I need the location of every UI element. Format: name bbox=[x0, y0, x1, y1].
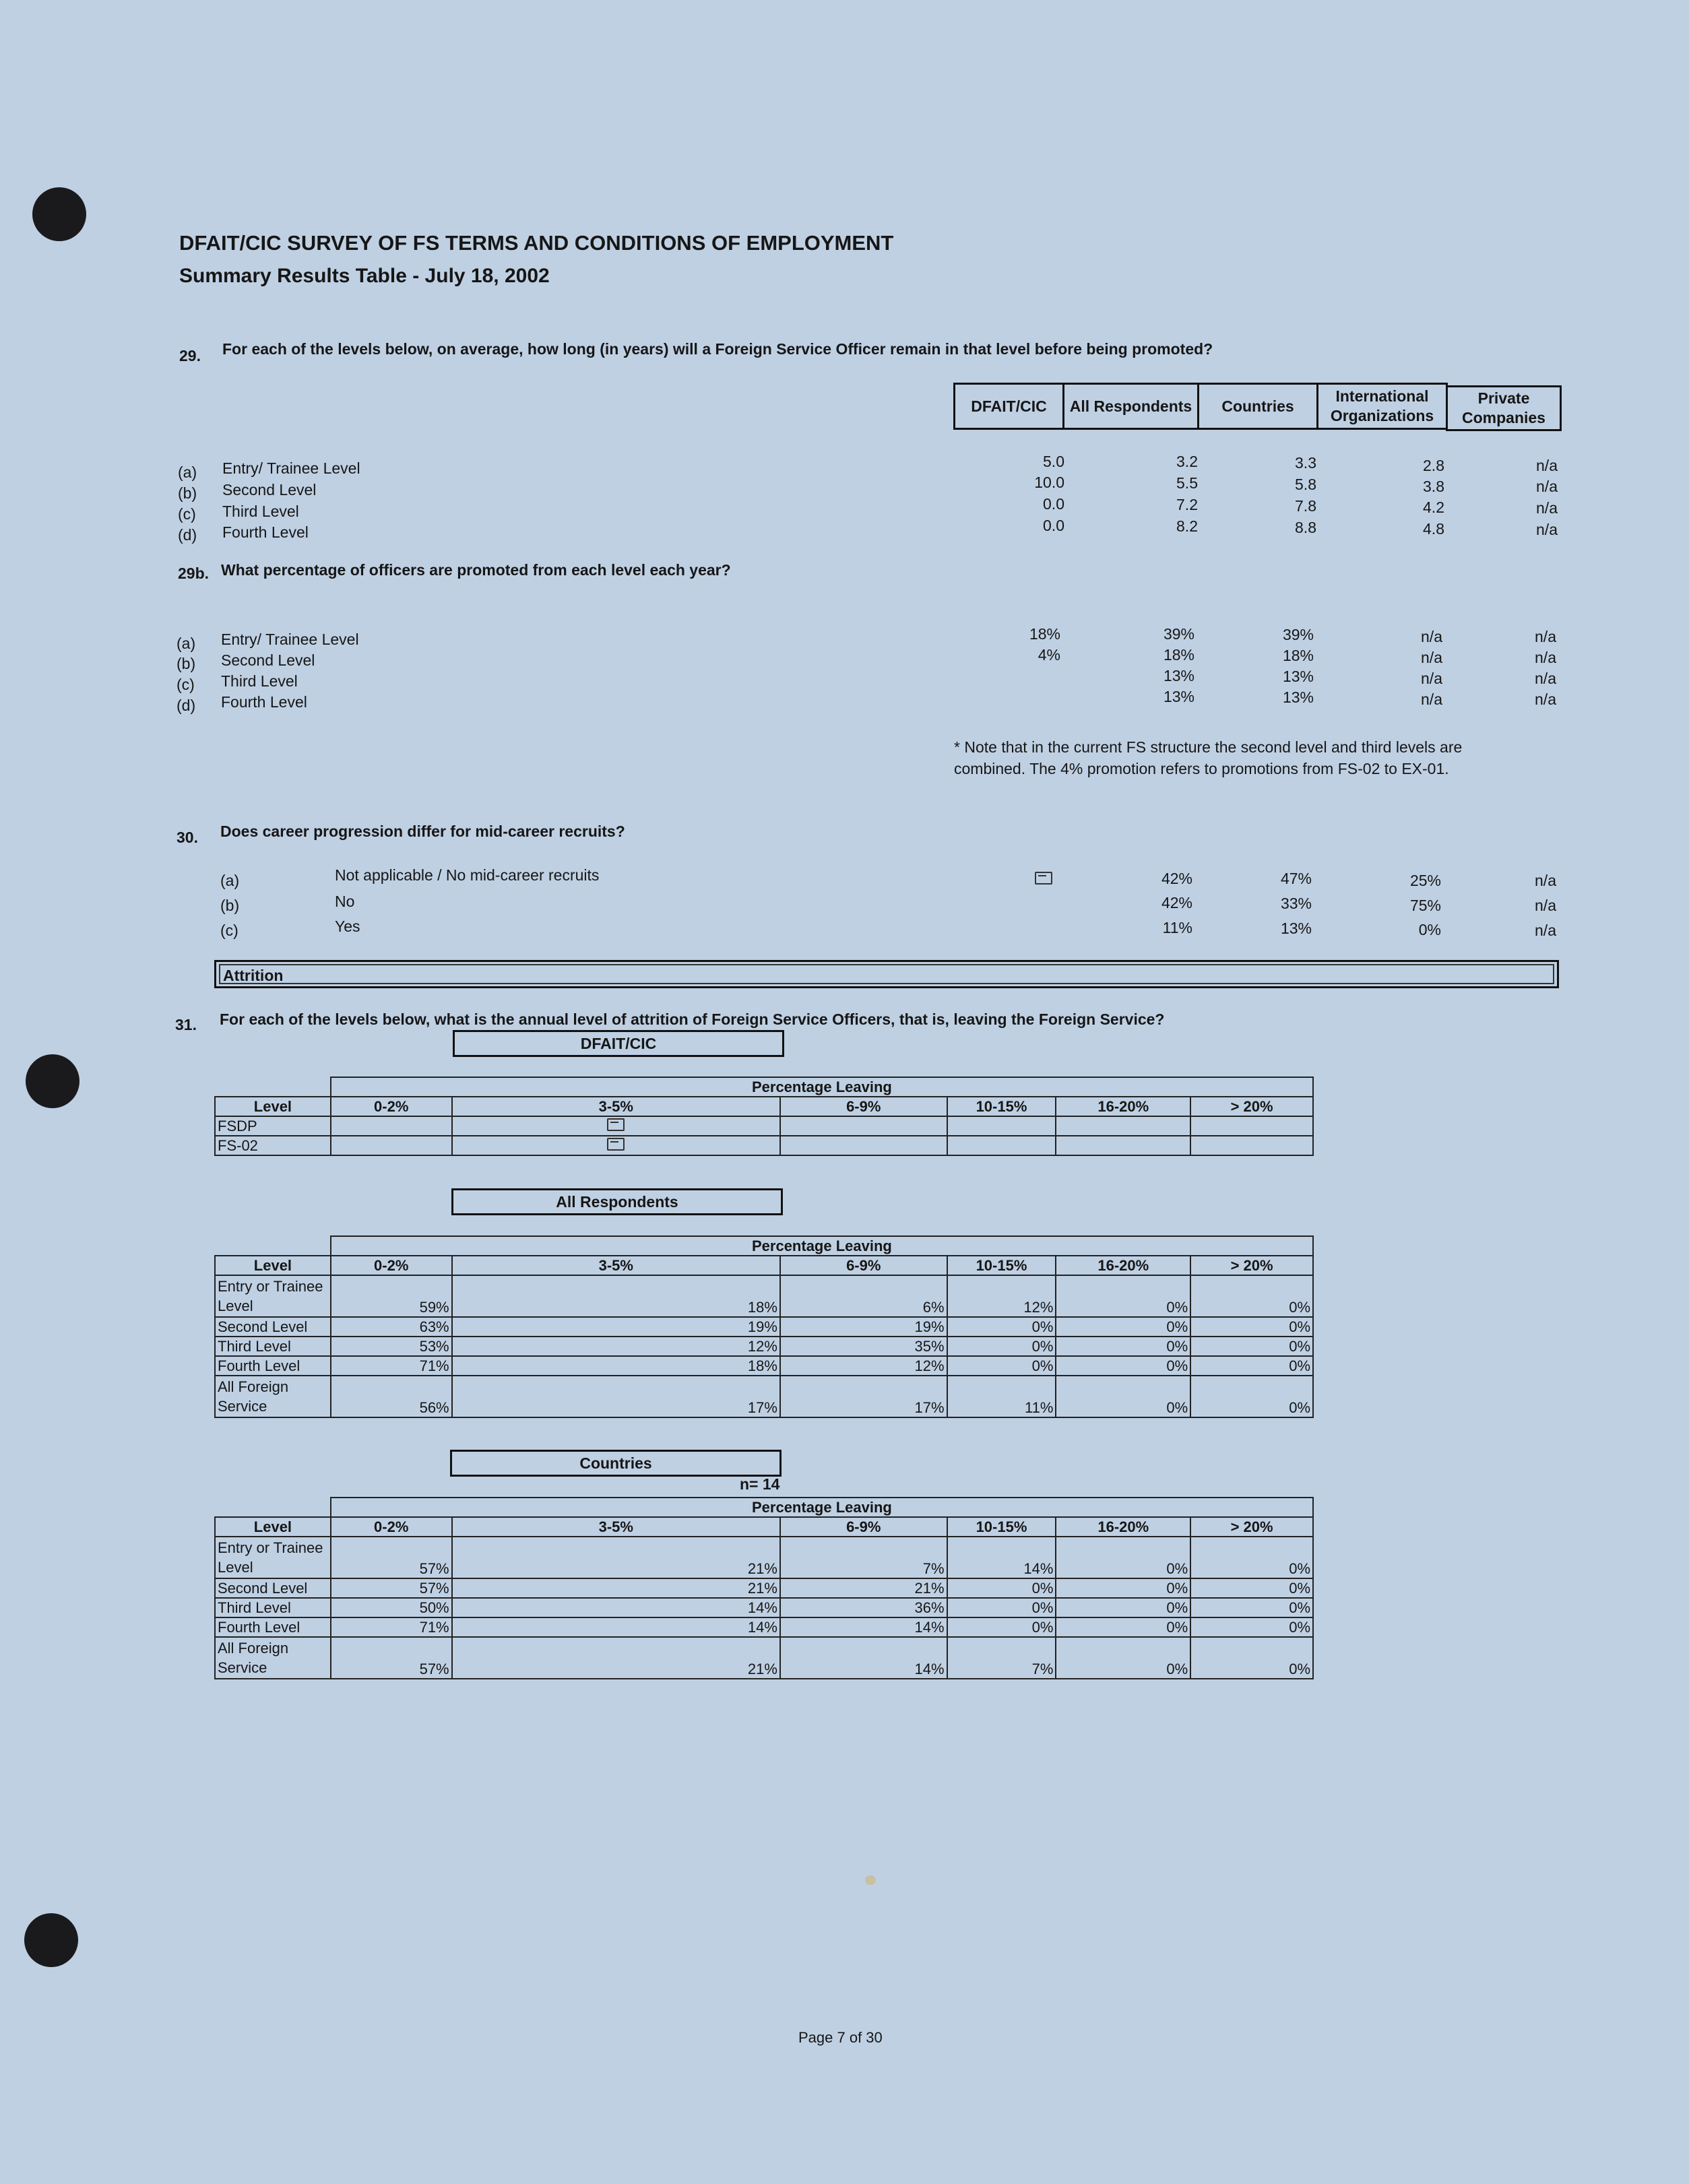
percentage-leaving-header: Percentage Leaving bbox=[331, 1077, 1313, 1097]
value-cell: 21% bbox=[780, 1578, 947, 1598]
level-cell: FS-02 bbox=[215, 1136, 331, 1155]
value-cell: 63% bbox=[331, 1317, 452, 1337]
value-cell: 0% bbox=[1190, 1578, 1313, 1598]
value-private: n/a bbox=[1536, 457, 1558, 474]
value-cell: 18% bbox=[452, 1356, 780, 1376]
value-cell: 57% bbox=[331, 1637, 452, 1679]
value-countries: 47% bbox=[1280, 870, 1312, 887]
table-row bbox=[215, 1376, 1313, 1417]
value-cell: 21% bbox=[452, 1578, 780, 1598]
value-cell: 0% bbox=[947, 1578, 1056, 1598]
value-cell: 50% bbox=[331, 1598, 452, 1617]
value-countries: 18% bbox=[1282, 647, 1314, 664]
attrition-section-header bbox=[214, 960, 1559, 988]
value-private: n/a bbox=[1535, 649, 1556, 666]
value-cell: 0% bbox=[1056, 1275, 1190, 1317]
value-all: 8.2 bbox=[1176, 517, 1198, 535]
column-header-dfait: DFAIT/CIC bbox=[953, 383, 1064, 430]
value-countries: 13% bbox=[1282, 668, 1314, 685]
value-dfait: 18% bbox=[1029, 625, 1060, 643]
band-header: 16-20% bbox=[1056, 1517, 1190, 1537]
value-cell: 19% bbox=[780, 1317, 947, 1337]
row-label: Not applicable / No mid-career recruits bbox=[335, 866, 600, 884]
table-header-row bbox=[215, 1256, 1313, 1275]
band-header: 16-20% bbox=[1056, 1097, 1190, 1116]
table-caption-countries: Countries bbox=[450, 1450, 782, 1477]
value-cell: 59% bbox=[331, 1275, 452, 1317]
table-row bbox=[215, 1275, 1313, 1317]
value-all: 3.2 bbox=[1176, 453, 1198, 470]
attrition-table-all-respondents bbox=[214, 1235, 1314, 1418]
table-header-row bbox=[215, 1097, 1313, 1116]
value-private: n/a bbox=[1535, 922, 1556, 939]
level-header: Level bbox=[215, 1256, 331, 1275]
row-letter: (b) bbox=[220, 897, 240, 914]
value-intl: 25% bbox=[1409, 872, 1441, 889]
level-cell: All Foreign Service bbox=[215, 1376, 331, 1417]
value-cell: 36% bbox=[780, 1598, 947, 1617]
table-header-row bbox=[215, 1517, 1313, 1537]
value-cell: 12% bbox=[947, 1275, 1056, 1317]
value-countries: 5.8 bbox=[1295, 476, 1316, 493]
value-intl: n/a bbox=[1421, 649, 1442, 666]
value-cell: 14% bbox=[452, 1617, 780, 1637]
level-cell: Fourth Level bbox=[215, 1356, 331, 1376]
value-cell: 0% bbox=[947, 1337, 1056, 1356]
value-cell: 0% bbox=[1190, 1537, 1313, 1578]
row-letter: (a) bbox=[177, 635, 196, 652]
note-line: combined. The 4% promotion refers to promotions from FS-02 to EX-01. bbox=[954, 760, 1449, 777]
value-cell: 57% bbox=[331, 1578, 452, 1598]
table-row bbox=[215, 1598, 1313, 1617]
value-dfait: 10.0 bbox=[1034, 474, 1064, 491]
binder-hole-top bbox=[32, 187, 86, 241]
row-letter: (a) bbox=[178, 463, 197, 481]
value-cell: 0% bbox=[1056, 1617, 1190, 1637]
value-cell: 14% bbox=[780, 1637, 947, 1679]
table-row bbox=[215, 1317, 1313, 1337]
column-header-international-organizations: International Organizations bbox=[1316, 383, 1448, 430]
value-cell: 19% bbox=[452, 1317, 780, 1337]
level-cell: Entry or Trainee Level bbox=[215, 1537, 331, 1578]
value-cell: 0% bbox=[1056, 1598, 1190, 1617]
value-cell: 0% bbox=[1190, 1376, 1313, 1417]
value-cell: 17% bbox=[780, 1376, 947, 1417]
band-header: 6-9% bbox=[780, 1097, 947, 1116]
value-intl: 3.8 bbox=[1423, 478, 1444, 495]
value-countries: 39% bbox=[1282, 626, 1314, 643]
value-countries: 33% bbox=[1280, 895, 1312, 912]
band-header: 16-20% bbox=[1056, 1256, 1190, 1275]
value-cell: 14% bbox=[947, 1537, 1056, 1578]
band-header: 10-15% bbox=[947, 1097, 1056, 1116]
value-all: 13% bbox=[1163, 667, 1194, 684]
value-cell: 14% bbox=[452, 1598, 780, 1617]
value-intl: n/a bbox=[1421, 690, 1442, 708]
attrition-table-countries bbox=[214, 1497, 1314, 1679]
band-header: 3-5% bbox=[452, 1097, 780, 1116]
value-cell: 0% bbox=[1190, 1617, 1313, 1637]
row-letter: (c) bbox=[178, 505, 196, 523]
question-number: 29b. bbox=[178, 565, 210, 582]
value-cell: 0% bbox=[1056, 1356, 1190, 1376]
value-countries: 7.8 bbox=[1295, 497, 1316, 515]
value-cell: 0% bbox=[947, 1617, 1056, 1637]
value-private: n/a bbox=[1535, 628, 1556, 645]
row-letter: (c) bbox=[177, 676, 195, 693]
row-letter: (d) bbox=[177, 697, 196, 714]
table-row bbox=[215, 1578, 1313, 1598]
question-number: 29. bbox=[179, 347, 201, 364]
row-letter: (d) bbox=[178, 526, 197, 544]
table-row bbox=[215, 1337, 1313, 1356]
level-cell: Second Level bbox=[215, 1578, 331, 1598]
value-cell: 0% bbox=[947, 1317, 1056, 1337]
question-number: 30. bbox=[177, 829, 198, 846]
band-header: > 20% bbox=[1190, 1517, 1313, 1537]
value-all: 42% bbox=[1161, 894, 1192, 911]
column-header-countries: Countries bbox=[1197, 383, 1318, 430]
embedded-object-icon bbox=[607, 1138, 625, 1151]
page-number: Page 7 of 30 bbox=[798, 2029, 883, 2046]
value-all: 39% bbox=[1163, 625, 1194, 643]
table-row bbox=[215, 1356, 1313, 1376]
level-cell: Fourth Level bbox=[215, 1617, 331, 1637]
row-label: Entry/ Trainee Level bbox=[221, 631, 359, 648]
binder-hole-bottom bbox=[24, 1913, 78, 1967]
band-header: > 20% bbox=[1190, 1097, 1313, 1116]
row-letter: (b) bbox=[178, 484, 197, 502]
table-row bbox=[215, 1617, 1313, 1637]
promotion-note bbox=[954, 736, 1462, 779]
value-dfait: 5.0 bbox=[1043, 453, 1064, 470]
value-cell: 0% bbox=[1056, 1537, 1190, 1578]
row-label: Entry/ Trainee Level bbox=[222, 459, 360, 477]
binder-hole-middle bbox=[26, 1054, 79, 1108]
band-header: > 20% bbox=[1190, 1256, 1313, 1275]
band-header: 3-5% bbox=[452, 1517, 780, 1537]
value-all: 42% bbox=[1161, 870, 1192, 887]
value-private: n/a bbox=[1536, 499, 1558, 517]
table-caption-all-respondents: All Respondents bbox=[451, 1188, 783, 1215]
value-cell: 12% bbox=[452, 1337, 780, 1356]
value-cell: 14% bbox=[780, 1617, 947, 1637]
value-cell: 0% bbox=[1190, 1598, 1313, 1617]
row-label: No bbox=[335, 893, 355, 910]
row-label: Third Level bbox=[221, 672, 298, 690]
value-dfait: 0.0 bbox=[1043, 495, 1064, 513]
value-intl: 4.2 bbox=[1423, 499, 1444, 516]
value-cell: 35% bbox=[780, 1337, 947, 1356]
value-cell: 7% bbox=[947, 1637, 1056, 1679]
scan-speck bbox=[865, 1875, 876, 1885]
value-countries: 13% bbox=[1282, 688, 1314, 706]
column-header-all-respondents: All Respondents bbox=[1062, 383, 1199, 430]
value-private: n/a bbox=[1535, 872, 1556, 889]
value-cell: 0% bbox=[1190, 1337, 1313, 1356]
embedded-object-icon bbox=[1035, 872, 1052, 885]
band-header: 0-2% bbox=[331, 1256, 452, 1275]
page-subtitle: Summary Results Table - July 18, 2002 bbox=[179, 265, 550, 287]
table-row bbox=[215, 1537, 1313, 1578]
value-cell: 0% bbox=[1056, 1376, 1190, 1417]
value-dfait: 4% bbox=[1038, 646, 1060, 664]
value-countries: 3.3 bbox=[1295, 454, 1316, 472]
value-cell: 12% bbox=[780, 1356, 947, 1376]
band-header: 6-9% bbox=[780, 1256, 947, 1275]
value-cell: 71% bbox=[331, 1617, 452, 1637]
question-text: Does career progression differ for mid-career recruits? bbox=[220, 823, 625, 840]
value-all: 18% bbox=[1163, 646, 1194, 664]
value-cell: 57% bbox=[331, 1537, 452, 1578]
band-header: 3-5% bbox=[452, 1256, 780, 1275]
question-number: 31. bbox=[175, 1016, 197, 1033]
row-label: Fourth Level bbox=[221, 693, 307, 711]
question-text: For each of the levels below, on average, how long (in years) will a Foreign Service Officer remain in that level before being promoted? bbox=[222, 340, 1213, 358]
value-all: 5.5 bbox=[1176, 474, 1198, 492]
embedded-object-icon bbox=[607, 1118, 625, 1131]
note-line: * Note that in the current FS structure the second level and third levels are bbox=[954, 738, 1463, 756]
level-cell: Second Level bbox=[215, 1317, 331, 1337]
value-cell: 6% bbox=[780, 1275, 947, 1317]
table-row bbox=[215, 1136, 1313, 1155]
value-private: n/a bbox=[1536, 521, 1558, 538]
row-label: Third Level bbox=[222, 503, 299, 520]
value-private: n/a bbox=[1535, 670, 1556, 687]
value-cell: 0% bbox=[1190, 1275, 1313, 1317]
value-private: n/a bbox=[1535, 690, 1556, 708]
row-label: Fourth Level bbox=[222, 523, 309, 541]
value-intl: 75% bbox=[1409, 897, 1441, 914]
value-cell: 0% bbox=[1190, 1637, 1313, 1679]
row-label: Yes bbox=[335, 918, 360, 935]
value-cell: 0% bbox=[947, 1598, 1056, 1617]
table-header-row bbox=[215, 1077, 1313, 1097]
value-cell: 7% bbox=[780, 1537, 947, 1578]
band-header: 0-2% bbox=[331, 1097, 452, 1116]
question-text: What percentage of officers are promoted from each level each year? bbox=[221, 561, 731, 579]
value-intl: n/a bbox=[1421, 628, 1442, 645]
value-all: 7.2 bbox=[1176, 496, 1198, 513]
column-header-private-companies: Private Companies bbox=[1446, 385, 1562, 431]
value-cell: 17% bbox=[452, 1376, 780, 1417]
value-cell: 21% bbox=[452, 1537, 780, 1578]
table-header-row bbox=[215, 1236, 1313, 1256]
value-cell: 0% bbox=[1056, 1317, 1190, 1337]
band-header: 10-15% bbox=[947, 1256, 1056, 1275]
level-header: Level bbox=[215, 1517, 331, 1537]
value-cell: 0% bbox=[1056, 1637, 1190, 1679]
value-cell: 0% bbox=[1190, 1356, 1313, 1376]
attrition-label: Attrition bbox=[219, 964, 1554, 984]
value-cell: 56% bbox=[331, 1376, 452, 1417]
row-letter: (b) bbox=[177, 655, 196, 672]
page-title: DFAIT/CIC SURVEY OF FS TERMS AND CONDITIONS OF EMPLOYMENT bbox=[179, 231, 894, 255]
attrition-table-dfait bbox=[214, 1077, 1314, 1156]
row-label: Second Level bbox=[221, 651, 315, 669]
value-cell: 53% bbox=[331, 1337, 452, 1356]
table-row bbox=[215, 1116, 1313, 1136]
value-dfait: 0.0 bbox=[1043, 517, 1064, 534]
level-cell: All Foreign Service bbox=[215, 1637, 331, 1679]
level-cell: Third Level bbox=[215, 1598, 331, 1617]
value-countries: 8.8 bbox=[1295, 519, 1316, 536]
value-intl: 4.8 bbox=[1423, 520, 1444, 538]
row-letter: (c) bbox=[220, 922, 238, 939]
value-cell: 0% bbox=[947, 1356, 1056, 1376]
row-label: Second Level bbox=[222, 481, 317, 499]
percentage-leaving-header: Percentage Leaving bbox=[331, 1236, 1313, 1256]
level-cell: Third Level bbox=[215, 1337, 331, 1356]
table-header-row bbox=[215, 1498, 1313, 1517]
question-text: For each of the levels below, what is the annual level of attrition of Foreign Service Officers, that is, leaving the Foreign Service? bbox=[220, 1010, 1165, 1028]
level-cell: Entry or Trainee Level bbox=[215, 1275, 331, 1317]
value-countries: 13% bbox=[1280, 920, 1312, 937]
value-cell: 71% bbox=[331, 1356, 452, 1376]
table-caption-dfait: DFAIT/CIC bbox=[453, 1030, 784, 1057]
value-cell: 18% bbox=[452, 1275, 780, 1317]
value-all: 11% bbox=[1162, 919, 1192, 936]
level-header: Level bbox=[215, 1097, 331, 1116]
value-cell: 0% bbox=[1056, 1337, 1190, 1356]
value-cell: 21% bbox=[452, 1637, 780, 1679]
value-cell: 11% bbox=[947, 1376, 1056, 1417]
value-intl: 0% bbox=[1418, 921, 1441, 938]
value-intl: n/a bbox=[1421, 670, 1442, 687]
band-header: 10-15% bbox=[947, 1517, 1056, 1537]
value-all: 13% bbox=[1163, 688, 1194, 705]
percentage-leaving-header: Percentage Leaving bbox=[331, 1498, 1313, 1517]
value-intl: 2.8 bbox=[1423, 457, 1444, 474]
value-cell: 0% bbox=[1190, 1317, 1313, 1337]
table-row bbox=[215, 1637, 1313, 1679]
value-private: n/a bbox=[1535, 897, 1556, 914]
value-cell: 0% bbox=[1056, 1578, 1190, 1598]
sample-size: n= 14 bbox=[740, 1475, 780, 1493]
band-header: 0-2% bbox=[331, 1517, 452, 1537]
value-private: n/a bbox=[1536, 478, 1558, 495]
row-letter: (a) bbox=[220, 872, 240, 889]
level-cell: FSDP bbox=[215, 1116, 331, 1136]
band-header: 6-9% bbox=[780, 1517, 947, 1537]
